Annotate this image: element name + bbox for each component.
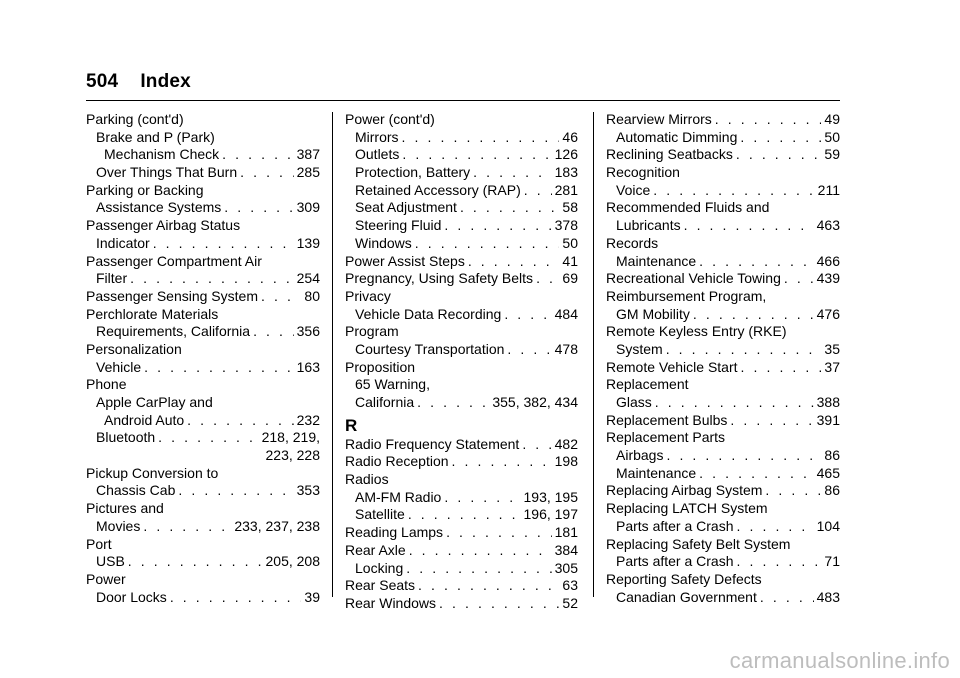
index-entry	[606, 164, 840, 182]
page-reference: 59	[824, 146, 840, 163]
page-reference: 193, 195	[523, 488, 578, 505]
index-term: Replacing Airbag System	[606, 482, 763, 499]
page-reference: 285	[296, 164, 320, 181]
index-entry	[86, 288, 320, 306]
page-reference: 378	[554, 217, 578, 234]
page-reference: 384	[554, 541, 578, 558]
dot-leader	[730, 412, 813, 430]
index-entry	[606, 323, 840, 341]
index-entry	[345, 182, 578, 200]
dot-leader	[444, 217, 551, 235]
page-reference: 254	[296, 270, 320, 287]
dot-leader	[784, 270, 814, 288]
index-entry	[606, 359, 840, 377]
index-entry	[86, 164, 320, 182]
dot-leader	[536, 270, 559, 288]
index-term: Power (cont'd)	[345, 111, 435, 127]
page-reference: 463	[816, 217, 840, 234]
dot-leader	[415, 235, 560, 253]
index-entry	[345, 595, 578, 613]
index-entry	[345, 506, 578, 524]
dot-leader	[507, 341, 551, 359]
dot-leader	[439, 595, 559, 613]
dot-leader	[468, 253, 560, 271]
dot-leader	[130, 270, 294, 288]
index-term: Power Assist Steps	[345, 252, 465, 269]
index-term: Mechanism Check	[104, 146, 220, 163]
index-term: Assistance Systems	[96, 199, 222, 216]
page-reference: 41	[562, 252, 578, 269]
page-reference: 37	[824, 358, 840, 375]
dot-leader	[737, 518, 814, 536]
index-term: Vehicle	[96, 358, 142, 375]
index-entry	[606, 536, 840, 554]
dot-leader	[740, 129, 821, 147]
page-reference: 355, 382, 434	[492, 394, 578, 410]
dot-leader	[170, 589, 302, 607]
index-entry	[606, 500, 840, 518]
index-entry	[606, 306, 840, 324]
index-entry	[86, 199, 320, 217]
index-column-1	[86, 111, 320, 606]
index-term: Rear Windows	[345, 594, 437, 611]
index-entry	[86, 182, 320, 200]
index-entry	[86, 553, 320, 571]
page-reference: 63	[562, 577, 578, 594]
page-reference: 483	[816, 588, 840, 605]
page-reference: 39	[304, 588, 320, 605]
index-term: Parts after a Crash	[616, 553, 734, 570]
index-term: Windows	[355, 234, 412, 251]
index-column-3	[606, 111, 840, 606]
index-term: Replacement Bulbs	[606, 411, 728, 428]
index-term: Replacing Safety Belt System	[606, 535, 791, 552]
index-entry	[345, 111, 578, 129]
index-term: Replacement Parts	[606, 429, 726, 446]
page-reference: 126	[554, 146, 578, 163]
dot-leader	[460, 199, 559, 217]
index-term: USB	[96, 553, 125, 570]
index-entry	[606, 518, 840, 536]
dot-leader	[153, 235, 294, 253]
dot-leader	[402, 129, 560, 147]
index-entry	[606, 341, 840, 359]
index-term: Brake and P (Park)	[96, 128, 215, 145]
index-term: Bluetooth	[96, 429, 156, 446]
index-term: Passenger Sensing System	[86, 287, 258, 304]
page-reference: 466	[816, 252, 840, 269]
index-term: System	[616, 340, 663, 357]
page-reference: 353	[296, 482, 320, 499]
dot-leader	[699, 253, 813, 271]
section-letter: R	[345, 415, 358, 435]
index-entry	[86, 429, 320, 447]
index-term: 65 Warning,	[355, 376, 430, 393]
index-term: Perchlorate Materials	[86, 305, 219, 322]
index-term: Steering Fluid	[355, 217, 442, 234]
dot-leader	[741, 359, 822, 377]
index-term: California	[355, 394, 415, 410]
page-reference: 218, 219,	[261, 429, 320, 446]
dot-leader	[240, 164, 294, 182]
index-term: Rearview Mirrors	[606, 111, 712, 127]
index-entry	[345, 577, 578, 595]
index-entry	[86, 536, 320, 554]
index-entry	[606, 553, 840, 571]
index-entry	[86, 518, 320, 536]
dot-leader	[222, 146, 293, 164]
page-header	[86, 71, 191, 93]
index-column-2	[345, 111, 578, 613]
index-term: Glass	[616, 394, 652, 410]
index-term: Power	[86, 570, 126, 587]
dot-leader	[187, 412, 293, 430]
page-reference: 52	[562, 594, 578, 611]
index-entry	[345, 524, 578, 542]
page-reference: 139	[296, 234, 320, 251]
page-reference: 476	[816, 305, 840, 322]
page-reference: 478	[554, 340, 578, 357]
header-rule	[86, 100, 840, 101]
dot-leader	[418, 577, 559, 595]
index-entry	[606, 376, 840, 394]
page-reference: 281	[554, 181, 578, 198]
index-entry	[86, 253, 320, 271]
dot-leader	[524, 182, 552, 200]
index-entry	[606, 199, 840, 217]
page-reference: 439	[816, 270, 840, 287]
index-entry	[345, 217, 578, 235]
index-entry	[606, 288, 840, 306]
dot-leader	[504, 306, 551, 324]
index-term: Outlets	[355, 146, 400, 163]
index-term: Retained Accessory (RAP)	[355, 181, 521, 198]
index-term: Pregnancy, Using Safety Belts	[345, 270, 534, 287]
index-entry	[345, 199, 578, 217]
page-reference: 465	[816, 464, 840, 481]
dot-leader	[473, 164, 551, 182]
index-entry	[345, 394, 578, 412]
page-reference: 198	[554, 453, 578, 470]
index-entry	[86, 500, 320, 518]
page-reference: 46	[562, 128, 578, 145]
index-entry	[345, 323, 578, 341]
index-entry	[86, 217, 320, 235]
index-entry	[86, 129, 320, 147]
dot-leader	[699, 465, 813, 483]
index-term: Automatic Dimming	[616, 128, 738, 145]
dot-leader	[402, 146, 551, 164]
page-reference: 71	[824, 553, 840, 570]
index-term: Reimbursement Program,	[606, 287, 767, 304]
index-entry	[86, 146, 320, 164]
index-entry	[606, 412, 840, 430]
index-term: Rear Seats	[345, 577, 416, 594]
index-entry	[606, 253, 840, 271]
page-reference: 387	[296, 146, 320, 163]
index-entry	[606, 182, 840, 200]
index-term: Program	[345, 323, 399, 340]
index-entry	[86, 376, 320, 394]
page-reference: 205, 208	[265, 553, 320, 570]
page-reference: 181	[554, 524, 578, 541]
dot-leader	[765, 482, 821, 500]
index-entry	[86, 341, 320, 359]
index-entry	[345, 270, 578, 288]
page-reference: 233, 237, 238	[234, 517, 320, 534]
index-term: Airbags	[616, 447, 664, 464]
page-reference: 309	[296, 199, 320, 216]
index-entry	[345, 306, 578, 324]
index-entry	[345, 489, 578, 507]
page-reference: 232	[296, 411, 320, 428]
index-term: Chassis Cab	[96, 482, 176, 499]
page-reference: 49	[824, 111, 840, 127]
index-term: Personalization	[86, 340, 182, 357]
index-entry	[606, 235, 840, 253]
index-entry	[86, 359, 320, 377]
index-entry	[345, 164, 578, 182]
index-entry	[606, 571, 840, 589]
index-term: Android Auto	[104, 411, 185, 428]
index-entry	[606, 111, 840, 129]
dot-leader	[666, 447, 821, 465]
page-reference: 196, 197	[523, 506, 578, 523]
index-term: Parking or Backing	[86, 181, 204, 198]
dot-leader	[760, 589, 814, 607]
column-divider	[332, 112, 333, 597]
page-reference: 356	[296, 323, 320, 340]
index-term: Maintenance	[616, 464, 697, 481]
index-term: Lubricants	[616, 217, 681, 234]
index-entry	[345, 436, 578, 454]
dot-leader	[522, 436, 551, 454]
page-reference: 305	[554, 559, 578, 576]
index-entry	[345, 341, 578, 359]
page-reference: 86	[824, 482, 840, 499]
index-entry	[345, 453, 578, 471]
index-entry	[606, 217, 840, 235]
index-term: Reclining Seatbacks	[606, 146, 733, 163]
page-title: Index	[140, 71, 191, 92]
index-term: Recreational Vehicle Towing	[606, 270, 781, 287]
dot-leader	[143, 518, 231, 536]
index-entry	[86, 482, 320, 500]
dot-leader	[452, 453, 552, 471]
index-entry	[345, 235, 578, 253]
index-term: Movies	[96, 517, 141, 534]
index-term: Passenger Airbag Status	[86, 217, 241, 234]
dot-leader	[693, 306, 814, 324]
dot-leader	[446, 524, 552, 542]
index-entry	[606, 482, 840, 500]
index-entry	[606, 129, 840, 147]
page-reference: 86	[824, 447, 840, 464]
index-term: Radio Reception	[345, 453, 449, 470]
index-term: Locking	[355, 559, 404, 576]
dot-leader	[224, 199, 293, 217]
page-reference: 484	[554, 305, 578, 322]
index-term: Indicator	[96, 234, 150, 251]
index-term: Courtesy Transportation	[355, 340, 505, 357]
dot-leader	[178, 482, 293, 500]
dot-leader	[253, 323, 294, 341]
index-entry	[86, 394, 320, 412]
index-entry	[86, 571, 320, 589]
index-term: Maintenance	[616, 252, 697, 269]
page-reference: 211	[817, 181, 840, 198]
page-reference: 388	[816, 394, 840, 410]
dot-leader	[158, 429, 258, 447]
index-term: Reading Lamps	[345, 524, 444, 541]
page-reference: 35	[824, 340, 840, 357]
dot-leader	[655, 394, 814, 412]
page-reference: 80	[304, 287, 320, 304]
index-entry	[86, 323, 320, 341]
index-term: Reporting Safety Defects	[606, 570, 762, 587]
index-term: Recommended Fluids and	[606, 199, 770, 216]
index-term: AM-FM Radio	[355, 488, 442, 505]
index-term: Requirements, California	[96, 323, 251, 340]
index-term: Filter	[96, 270, 128, 287]
index-entry	[86, 306, 320, 324]
index-term: Radios	[345, 471, 389, 488]
page-reference: 163	[296, 358, 320, 375]
index-entry	[606, 447, 840, 465]
index-entry	[606, 429, 840, 447]
index-term: GM Mobility	[616, 305, 690, 322]
index-entry	[345, 560, 578, 578]
index-term: Records	[606, 234, 659, 251]
index-entry	[606, 270, 840, 288]
dot-leader	[144, 359, 293, 377]
dot-leader	[406, 560, 551, 578]
page-reference: 391	[816, 411, 840, 428]
index-term: Protection, Battery	[355, 164, 471, 181]
index-term: Replacing LATCH System	[606, 500, 768, 517]
index-term: Mirrors	[355, 128, 399, 145]
index-entry	[86, 412, 320, 430]
page-reference: 50	[824, 128, 840, 145]
index-entry	[345, 253, 578, 271]
page-number: 504	[86, 71, 119, 92]
index-entry	[606, 146, 840, 164]
index-term: Proposition	[345, 358, 416, 375]
page-reference: 69	[562, 270, 578, 287]
index-term: Rear Axle	[345, 541, 406, 558]
page-reference: 183	[554, 164, 578, 181]
index-term: Pickup Conversion to	[86, 464, 219, 481]
index-term: Over Things That Burn	[96, 164, 238, 181]
watermark: carmanualsonline.info	[729, 648, 950, 673]
dot-leader	[408, 506, 521, 524]
dot-leader	[737, 553, 822, 571]
index-entry	[86, 465, 320, 483]
index-term: Passenger Compartment Air	[86, 252, 262, 269]
index-term: Port	[86, 535, 112, 552]
index-term: Radio Frequency Statement	[345, 435, 520, 452]
dot-leader	[736, 146, 822, 164]
index-entry	[345, 471, 578, 489]
index-term: Parking (cont'd)	[86, 111, 184, 127]
dot-leader	[261, 288, 301, 306]
page-reference: 482	[554, 435, 578, 452]
index-entry	[345, 359, 578, 377]
index-entry	[345, 146, 578, 164]
dot-leader	[684, 217, 814, 235]
dot-leader	[409, 542, 552, 560]
page-reference: 58	[562, 199, 578, 216]
dot-leader	[444, 489, 520, 507]
index-entry	[86, 270, 320, 288]
index-term: Seat Adjustment	[355, 199, 457, 216]
index-entry	[86, 235, 320, 253]
page-reference: 50	[562, 234, 578, 251]
dot-leader	[128, 553, 263, 571]
index-entry	[345, 129, 578, 147]
index-entry	[86, 111, 320, 129]
dot-leader	[666, 341, 822, 359]
index-entry	[86, 589, 320, 607]
index-entry	[606, 465, 840, 483]
index-entry	[606, 589, 840, 607]
index-term: Vehicle Data Recording	[355, 305, 502, 322]
index-term: Pictures and	[86, 500, 164, 517]
index-entry	[345, 288, 578, 306]
index-term: Privacy	[345, 287, 391, 304]
index-term: Canadian Government	[616, 588, 757, 605]
index-entry	[345, 542, 578, 560]
index-term: Replacement	[606, 376, 689, 393]
index-term: Satellite	[355, 506, 405, 523]
dot-leader	[653, 182, 814, 200]
page-reference: 104	[816, 517, 840, 534]
index-term: Parts after a Crash	[616, 517, 734, 534]
column-divider	[593, 112, 594, 597]
dot-leader	[417, 394, 489, 412]
index-entry	[345, 376, 578, 394]
index-term: Remote Vehicle Start	[606, 358, 738, 375]
index-entry	[606, 394, 840, 412]
index-term: Door Locks	[96, 588, 167, 605]
page-reference-continuation: 223, 228	[265, 447, 320, 464]
index-term: Remote Keyless Entry (RKE)	[606, 323, 787, 340]
index-term: Recognition	[606, 164, 680, 181]
index-term: Phone	[86, 376, 127, 393]
index-term: Voice	[616, 181, 651, 198]
index-term: Apple CarPlay and	[96, 394, 213, 410]
dot-leader	[715, 111, 822, 129]
